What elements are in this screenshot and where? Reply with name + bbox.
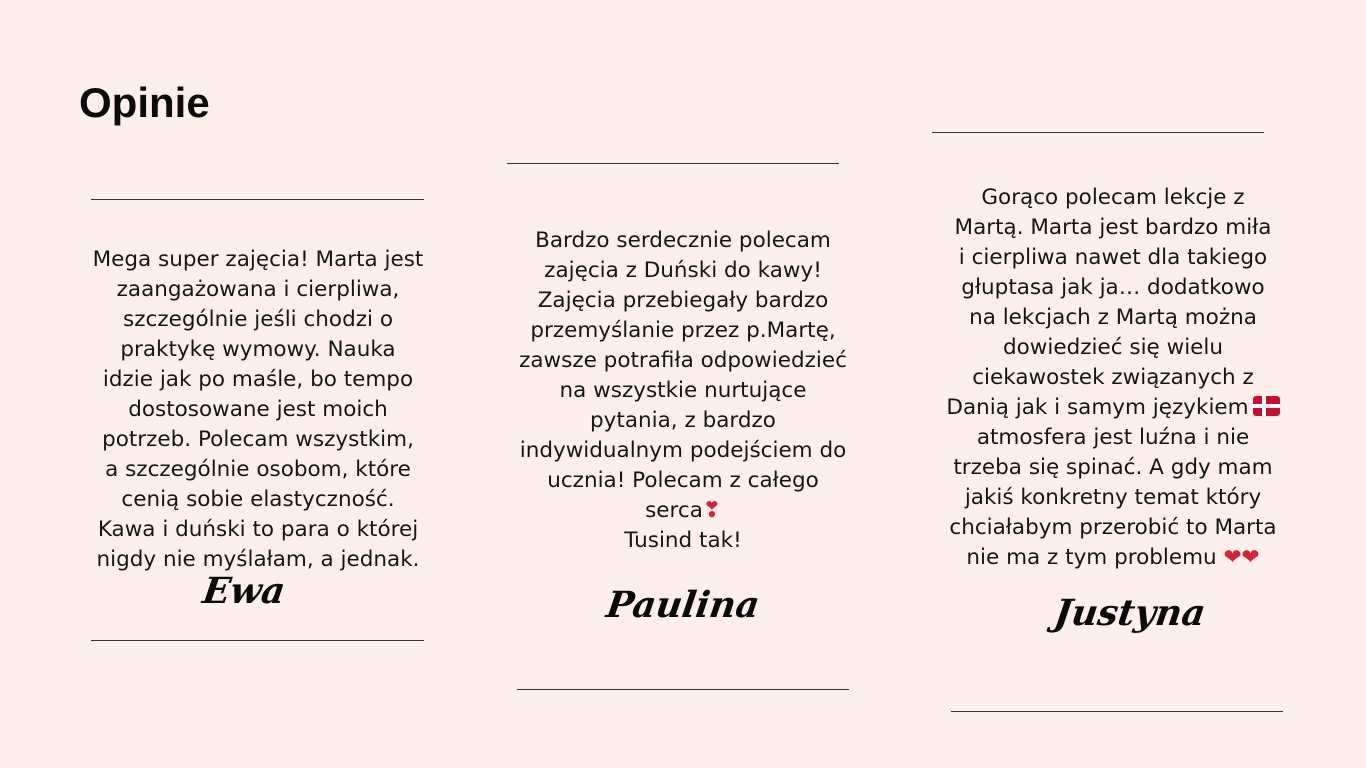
signature-ewa: Ewa xyxy=(200,570,288,612)
review-line: na lekcjach z Martą można xyxy=(969,305,1257,330)
review-line: na wszystkie nurtujące xyxy=(559,378,807,403)
divider xyxy=(932,132,1264,133)
review-line: cenią sobie elastyczność. xyxy=(121,487,395,512)
divider xyxy=(91,640,424,641)
review-line: ucznia! Polecam z całego xyxy=(547,468,819,493)
review-text-3 xyxy=(913,183,1313,573)
review-line: ciekawostek związanych z xyxy=(972,365,1254,390)
review-line: Martą. Marta jest bardzo miła xyxy=(954,215,1272,240)
review-line: pytania, z bardzo xyxy=(590,408,776,433)
divider xyxy=(91,199,424,200)
review-line: Kawa i duński to para o której xyxy=(97,517,419,542)
review-line: szczególnie jeśli chodzi o xyxy=(123,307,393,332)
review-line: a szczególnie osobom, które xyxy=(105,457,411,482)
review-line: Tusind tak! xyxy=(624,528,742,553)
divider xyxy=(517,689,849,690)
review-line: idzie jak po maśle, bo tempo xyxy=(102,367,414,392)
review-line: Gorąco polecam lekcje z xyxy=(981,185,1245,210)
review-line-text: serca xyxy=(645,498,703,523)
signature-paulina: Paulina xyxy=(603,584,763,626)
review-line: chciałabym przerobić to Marta xyxy=(949,515,1277,540)
review-line: atmosfera jest luźna i nie xyxy=(976,425,1250,450)
review-text-1 xyxy=(58,245,458,575)
review-line: potrzeb. Polecam wszystkim, xyxy=(102,427,414,452)
divider xyxy=(951,711,1283,712)
page-title: Opinie xyxy=(79,79,210,126)
hearts-icon: ❤❤ xyxy=(1223,545,1260,570)
review-line: dowiedzieć się wielu xyxy=(1003,335,1223,360)
review-line xyxy=(483,496,883,526)
divider xyxy=(507,163,839,164)
denmark-flag-icon xyxy=(1253,396,1280,416)
heart-exclamation-icon: ❣ xyxy=(702,498,721,523)
review-line: dostosowane jest moich xyxy=(128,397,388,422)
review-line xyxy=(913,543,1313,573)
review-line: Bardzo serdecznie polecam xyxy=(535,228,831,253)
review-line: przemyślanie przez p.Martę, xyxy=(530,318,836,343)
signature-justyna: Justyna xyxy=(1051,592,1209,634)
review-line-text: nie ma z tym problemu xyxy=(966,545,1217,570)
review-line: zawsze potrafiła odpowiedzieć xyxy=(519,348,847,373)
review-line: trzeba się spinać. A gdy mam xyxy=(953,455,1273,480)
review-line: zaangażowana i cierpliwa, xyxy=(116,277,400,302)
review-line: praktykę wymowy. Nauka xyxy=(120,337,396,362)
review-line: Mega super zajęcia! Marta jest xyxy=(92,247,424,272)
review-line: nigdy nie myślałam, a jednak. xyxy=(96,547,420,572)
review-text-2 xyxy=(483,226,883,556)
review-line: Zajęcia przebiegały bardzo xyxy=(537,288,829,313)
review-line: głuptasa jak ja… dodatkowo xyxy=(961,275,1265,300)
review-line-text: Danią jak i samym językiem xyxy=(946,395,1249,420)
review-line: zajęcia z Duński do kawy! xyxy=(544,258,822,283)
review-line: indywidualnym podejściem do xyxy=(519,438,847,463)
review-line xyxy=(913,393,1313,423)
review-line: jakiś konkretny temat który xyxy=(964,485,1262,510)
review-line: i cierpliwa nawet dla takiego xyxy=(958,245,1268,270)
